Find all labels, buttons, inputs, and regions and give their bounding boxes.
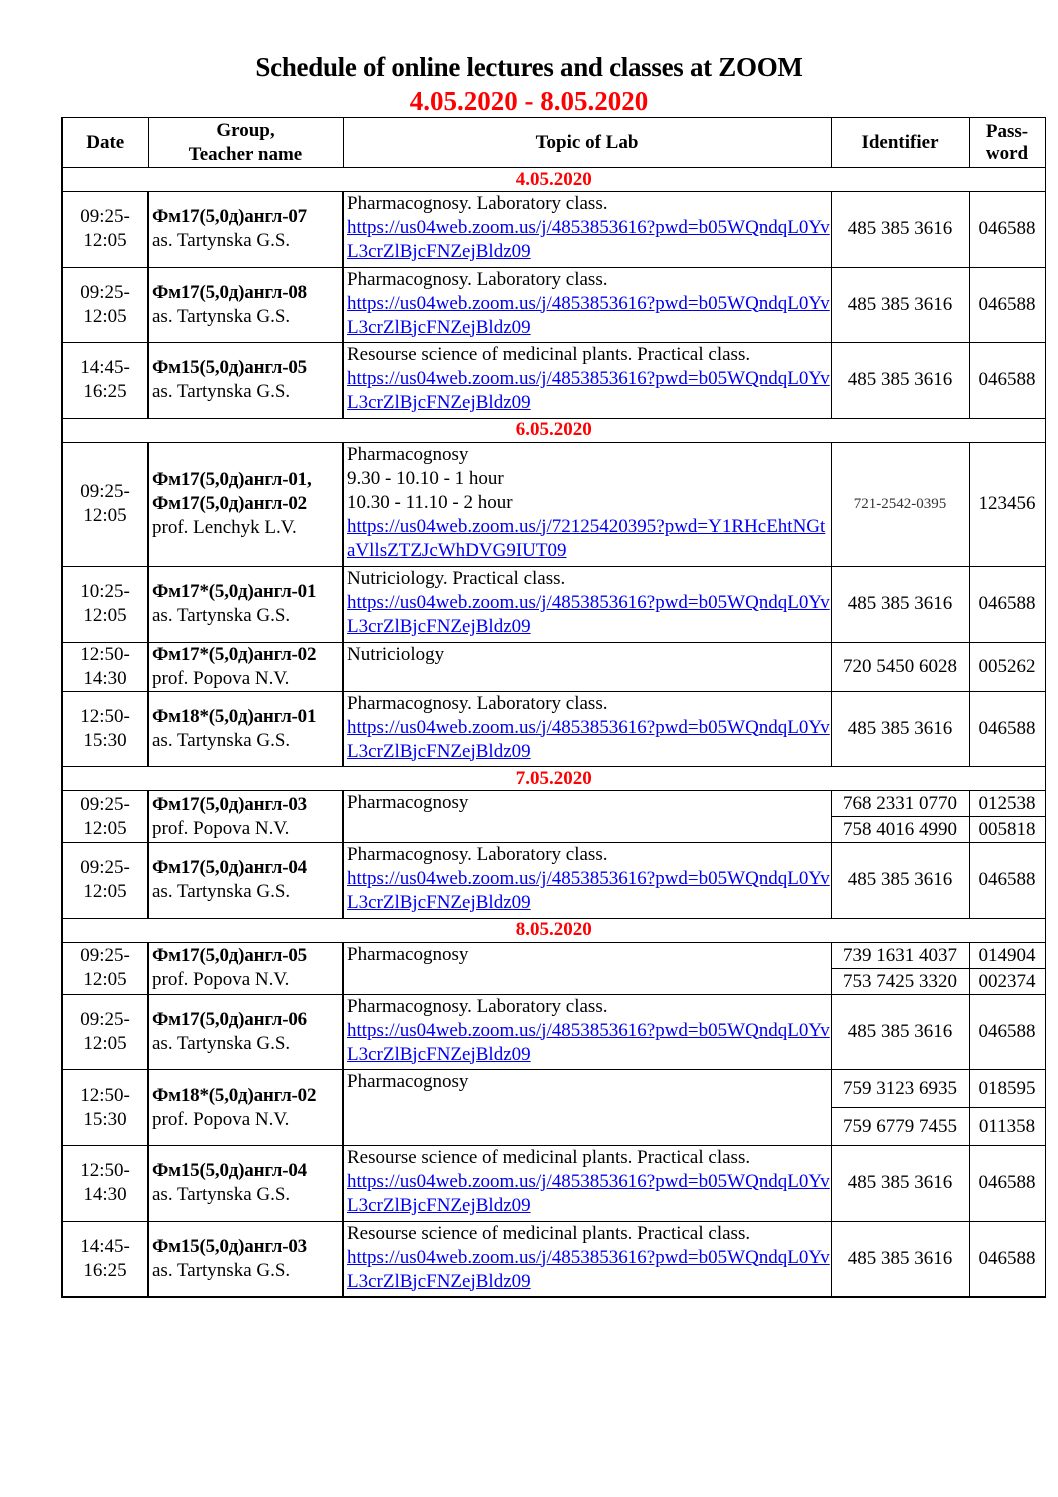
time-text: 09:25- — [80, 857, 130, 879]
topic-text: Pharmacognosy — [347, 443, 469, 465]
topic-cell — [343, 567, 831, 643]
password-cell: 046588 — [969, 843, 1045, 919]
time-text: 12:05 — [83, 969, 127, 990]
time-text: 09:25- — [80, 281, 130, 303]
day-heading-row — [62, 918, 1045, 942]
password-value: 012538 — [970, 791, 1045, 817]
topic-cell — [343, 1070, 831, 1146]
group-cell — [148, 1221, 343, 1297]
group-name: Фм17(5,0д)англ-05 — [152, 945, 307, 966]
schedule-body — [62, 168, 1045, 1297]
teacher-name: as. Tartynska G.S. — [152, 1184, 291, 1206]
time-cell — [62, 1070, 148, 1146]
group-name: Фм15(5,0д)англ-05 — [152, 357, 307, 379]
topic-text: Resourse science of medicinal plants. Practical class. — [347, 1147, 751, 1168]
topic-text: Pharmacognosy. Laboratory class. — [347, 692, 608, 714]
group-cell — [148, 843, 343, 919]
group-name: Фм17*(5,0д)англ-01 — [152, 581, 317, 603]
identifier-value: 768 2331 0770 — [832, 791, 969, 817]
teacher-name: as. Tartynska G.S. — [152, 729, 291, 751]
zoom-link[interactable]: https://us04web.zoom.us/j/4853853616?pwd=b05WQndqL0YvL3crZlBjcFNZejBldz09 — [347, 1246, 830, 1292]
identifier-cell: 485 385 3616 — [831, 691, 969, 767]
group-name: Фм15(5,0д)англ-03 — [152, 1235, 307, 1257]
teacher-name: as. Tartynska G.S. — [152, 605, 291, 627]
group-cell — [148, 267, 343, 343]
teacher-name: as. Tartynska G.S. — [152, 1259, 291, 1281]
identifier-cell — [831, 942, 969, 994]
teacher-name: as. Tartynska G.S. — [152, 881, 291, 903]
time-text: 12:05 — [83, 505, 127, 527]
day-heading-row — [62, 168, 1045, 192]
time-text: 12:50- — [80, 705, 130, 727]
zoom-link[interactable]: https://us04web.zoom.us/j/4853853616?pwd=b05WQndqL0YvL3crZlBjcFNZejBldz09 — [347, 368, 830, 413]
table-row — [62, 942, 1045, 994]
teacher-name: as. Tartynska G.S. — [152, 381, 291, 403]
time-text: 14:30 — [83, 667, 127, 689]
identifier-cell: 485 385 3616 — [831, 994, 969, 1070]
time-text: 12:05 — [83, 305, 127, 327]
teacher-name: prof. Popova N.V. — [152, 667, 290, 689]
time-cell — [62, 791, 148, 843]
topic-text: Nutriciology — [347, 643, 445, 665]
zoom-link[interactable]: https://us04web.zoom.us/j/4853853616?pwd=b05WQndqL0YvL3crZlBjcFNZejBldz09 — [347, 716, 830, 762]
password-cell: 046588 — [969, 1146, 1045, 1222]
group-name: Фм17(5,0д)англ-01, — [152, 469, 312, 491]
time-cell — [62, 343, 148, 419]
topic-text: Resourse science of medicinal plants. Practical class. — [347, 1222, 751, 1244]
time-text: 12:05 — [83, 817, 127, 839]
zoom-link[interactable]: https://us04web.zoom.us/j/4853853616?pwd=b05WQndqL0YvL3crZlBjcFNZejBldz09 — [347, 1171, 830, 1216]
identifier-value: 739 1631 4037 — [832, 943, 969, 969]
password-cell: 046588 — [969, 567, 1045, 643]
group-cell — [148, 343, 343, 419]
time-text: 09:25- — [80, 1008, 130, 1030]
group-cell — [148, 442, 343, 567]
col-header-topic: Topic of Lab — [343, 118, 831, 168]
password-cell: 046588 — [969, 343, 1045, 419]
zoom-link[interactable]: https://us04web.zoom.us/j/4853853616?pwd=b05WQndqL0YvL3crZlBjcFNZejBldz09 — [347, 1019, 830, 1065]
topic-cell — [343, 442, 831, 567]
group-name: Фм17(5,0д)англ-03 — [152, 793, 307, 815]
topic-text: Pharmacognosy. Laboratory class. — [347, 193, 608, 214]
group-cell — [148, 567, 343, 643]
time-cell — [62, 994, 148, 1070]
password-cell: 123456 — [969, 442, 1045, 567]
identifier-value: 758 4016 4990 — [843, 819, 957, 840]
time-cell — [62, 942, 148, 994]
identifier-cell: 485 385 3616 — [831, 567, 969, 643]
date-range: 4.05.2020 - 8.05.2020 — [409, 86, 649, 116]
col-header-identifier: Identifier — [831, 118, 969, 168]
topic-cell — [343, 1146, 831, 1222]
time-text: 12:50- — [80, 1084, 130, 1106]
time-text: 09:25- — [80, 481, 130, 503]
password-cell: 005262 — [969, 642, 1045, 691]
group-name: Фм17(5,0д)англ-07 — [152, 206, 307, 228]
time-text: 14:45- — [80, 357, 130, 379]
topic-text: Pharmacognosy. Laboratory class. — [347, 268, 608, 290]
table-row — [62, 791, 1045, 843]
time-text: 12:50- — [80, 1160, 130, 1182]
time-text: 15:30 — [83, 729, 127, 751]
teacher-name: prof. Lenchyk L.V. — [152, 517, 297, 539]
topic-cell — [343, 791, 831, 843]
teacher-name: as. Tartynska G.S. — [152, 1032, 291, 1054]
password-cell: 046588 — [969, 691, 1045, 767]
topic-cell — [343, 942, 831, 994]
time-cell — [62, 642, 148, 691]
time-cell — [62, 1146, 148, 1222]
teacher-name: prof. Popova N.V. — [152, 1108, 290, 1130]
time-cell — [62, 1221, 148, 1297]
identifier-cell: 720 5450 6028 — [831, 642, 969, 691]
zoom-link[interactable]: https://us04web.zoom.us/j/4853853616?pwd=b05WQndqL0YvL3crZlBjcFNZejBldz09 — [347, 868, 830, 913]
teacher-name: prof. Popova N.V. — [152, 817, 290, 839]
identifier-value: 759 3123 6935 — [832, 1070, 969, 1108]
time-text: 09:25- — [80, 206, 130, 228]
time-cell — [62, 567, 148, 643]
identifier-value: 753 7425 3320 — [843, 970, 957, 992]
zoom-link[interactable]: https://us04web.zoom.us/j/72125420395?pwd=Y1RHcEhtNGtaVllsZTZJcWhDVG9IUT09 — [347, 515, 826, 561]
time-text: 16:25 — [83, 1259, 127, 1281]
teacher-name: as. Tartynska G.S. — [152, 305, 291, 327]
day-heading: 7.05.2020 — [62, 767, 1045, 791]
topic-cell — [343, 192, 831, 268]
password-value: 002374 — [978, 970, 1036, 992]
day-heading: 4.05.2020 — [62, 168, 1045, 192]
teacher-name: as. Tartynska G.S. — [152, 230, 291, 252]
table-row — [62, 567, 1045, 643]
group-cell — [148, 642, 343, 691]
day-heading-row — [62, 418, 1045, 442]
identifier-cell: 485 385 3616 — [831, 192, 969, 268]
day-heading-row — [62, 767, 1045, 791]
group-name: Фм15(5,0д)англ-04 — [152, 1160, 307, 1182]
group-name: Фм17(5,0д)англ-08 — [152, 281, 307, 303]
identifier-cell: 485 385 3616 — [831, 267, 969, 343]
table-row — [62, 843, 1045, 919]
table-row — [62, 267, 1045, 343]
identifier-cell: 485 385 3616 — [831, 343, 969, 419]
teacher-name: prof. Popova N.V. — [152, 969, 290, 990]
time-text: 16:25 — [83, 381, 127, 403]
table-header-row — [62, 118, 1045, 168]
time-cell — [62, 442, 148, 567]
time-cell — [62, 843, 148, 919]
password-cell: 046588 — [969, 267, 1045, 343]
identifier-cell — [831, 791, 969, 843]
topic-cell — [343, 691, 831, 767]
password-cell: 046588 — [969, 192, 1045, 268]
time-text: 15:30 — [83, 1108, 127, 1130]
table-row — [62, 192, 1045, 268]
group-name: Фм17(5,0д)англ-06 — [152, 1008, 307, 1030]
time-cell — [62, 691, 148, 767]
group-cell — [148, 192, 343, 268]
topic-text: Pharmacognosy — [347, 943, 469, 965]
table-row — [62, 1221, 1045, 1297]
group-name: Фм17(5,0д)англ-02 — [152, 493, 307, 515]
identifier-cell: 485 385 3616 — [831, 843, 969, 919]
topic-text: Resourse science of medicinal plants. Practical class. — [347, 344, 751, 365]
table-row — [62, 691, 1045, 767]
time-text: 14:45- — [80, 1235, 130, 1257]
topic-text: 10.30 - 11.10 - 2 hour — [347, 491, 513, 513]
password-cell — [969, 1070, 1045, 1146]
day-heading: 6.05.2020 — [62, 418, 1045, 442]
time-text: 09:25- — [80, 945, 130, 966]
table-row — [62, 442, 1045, 567]
group-cell — [148, 691, 343, 767]
col-header-group: Group, Teacher name — [148, 118, 343, 168]
topic-cell — [343, 642, 831, 691]
group-cell — [148, 1070, 343, 1146]
table-row — [62, 994, 1045, 1070]
topic-cell — [343, 994, 831, 1070]
topic-text: Pharmacognosy. Laboratory class. — [347, 995, 608, 1017]
topic-text: 9.30 - 10.10 - 1 hour — [347, 467, 504, 489]
time-cell — [62, 267, 148, 343]
table-row — [62, 1146, 1045, 1222]
group-cell — [148, 942, 343, 994]
col-header-date: Date — [62, 118, 148, 168]
password-value: 014904 — [970, 943, 1045, 969]
zoom-link[interactable]: https://us04web.zoom.us/j/4853853616?pwd=b05WQndqL0YvL3crZlBjcFNZejBldz09 — [347, 592, 830, 637]
password-value: 005818 — [978, 819, 1036, 840]
topic-cell — [343, 1221, 831, 1297]
topic-text: Pharmacognosy — [347, 792, 469, 813]
table-row — [62, 343, 1045, 419]
topic-text: Pharmacognosy — [347, 1071, 469, 1092]
identifier-cell — [831, 1070, 969, 1146]
password-value: 018595 — [970, 1070, 1045, 1108]
group-name: Фм18*(5,0д)англ-01 — [152, 705, 317, 727]
topic-text: Nutriciology. Practical class. — [347, 568, 566, 589]
topic-cell — [343, 343, 831, 419]
topic-cell — [343, 843, 831, 919]
password-cell: 046588 — [969, 994, 1045, 1070]
time-text: 12:05 — [83, 605, 127, 627]
time-text: 10:25- — [80, 581, 130, 603]
page-title: Schedule of online lectures and classes at ZOOM — [255, 52, 803, 82]
time-text: 14:30 — [83, 1184, 127, 1206]
group-name: Фм17*(5,0д)англ-02 — [152, 643, 317, 665]
group-cell — [148, 791, 343, 843]
group-name: Фм17(5,0д)англ-04 — [152, 857, 307, 879]
table-row — [62, 642, 1045, 691]
password-cell — [969, 791, 1045, 843]
schedule-table — [61, 117, 1046, 1298]
table-row — [62, 1070, 1045, 1146]
topic-cell — [343, 267, 831, 343]
zoom-link[interactable]: https://us04web.zoom.us/j/4853853616?pwd=b05WQndqL0YvL3crZlBjcFNZejBldz09 — [347, 217, 830, 262]
identifier-cell: 485 385 3616 — [831, 1221, 969, 1297]
time-text: 12:05 — [83, 230, 127, 252]
time-text: 12:50- — [80, 643, 130, 665]
password-value: 011358 — [978, 1116, 1036, 1137]
group-cell — [148, 994, 343, 1070]
group-cell — [148, 1146, 343, 1222]
time-text: 09:25- — [80, 793, 130, 815]
time-text: 12:05 — [83, 881, 127, 903]
identifier-value: 759 6779 7455 — [843, 1116, 957, 1137]
identifier-cell: 721-2542-0395 — [831, 442, 969, 567]
zoom-link[interactable]: https://us04web.zoom.us/j/4853853616?pwd=b05WQndqL0YvL3crZlBjcFNZejBldz09 — [347, 292, 830, 338]
identifier-cell: 485 385 3616 — [831, 1146, 969, 1222]
day-heading: 8.05.2020 — [62, 918, 1045, 942]
time-cell — [62, 192, 148, 268]
password-cell — [969, 942, 1045, 994]
password-cell: 046588 — [969, 1221, 1045, 1297]
col-header-password: Pass- word — [969, 118, 1045, 168]
group-name: Фм18*(5,0д)англ-02 — [152, 1084, 317, 1106]
topic-text: Pharmacognosy. Laboratory class. — [347, 844, 608, 865]
time-text: 12:05 — [83, 1032, 127, 1054]
